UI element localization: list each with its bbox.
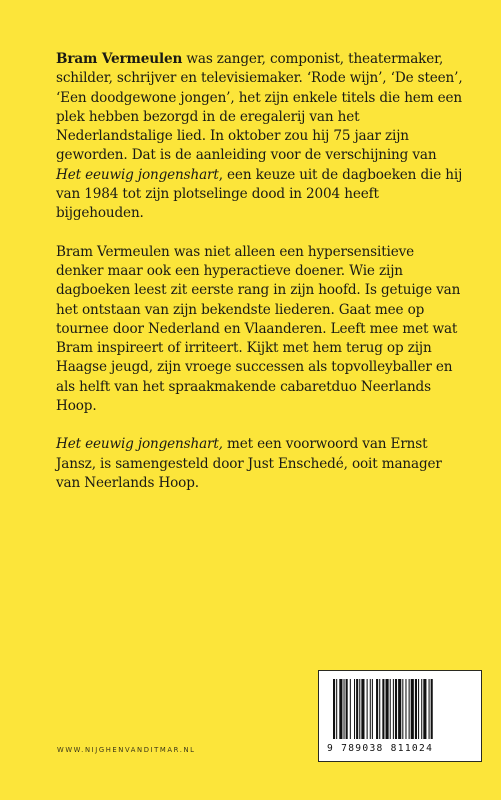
barcode-bar [336, 679, 337, 739]
barcode-bar [418, 679, 419, 739]
barcode-bar [344, 679, 345, 739]
barcode-bar [395, 679, 397, 739]
barcode-bar [339, 679, 342, 739]
barcode-bar [379, 679, 380, 739]
barcode-label [318, 670, 482, 762]
barcode-bar [409, 679, 410, 739]
publisher-url: WWW.NIJGHENVANDITMAR.NL [57, 746, 196, 754]
blurb-paragraph-2-text: Bram Vermeulen was niet alleen een hypersensitieve denker maar ook een hyperactieve doener. Wie zijn dagboeken leest zit eerste rang in zijn hoofd. Is getuige van het ontstaan van zijn bekendste liederen. Gaat mee op tournee door Nederland en Vlaanderen. Leeft mee met wat Bram inspireert of irriteert. Kijkt met hem terug op zijn Haagse jeugd, zijn vroege successen als topvolleyballer en als helft van het spraakmakende cabaretduo Neerlands Hoop. [56, 243, 461, 415]
barcode-bar [359, 679, 360, 739]
barcode-bar [423, 679, 426, 739]
barcode-bar [429, 679, 430, 739]
barcode-bar [372, 679, 373, 739]
book-title: Het eeuwig jongenshart [56, 166, 219, 183]
barcode-bar [350, 679, 351, 739]
barcode-bar [393, 679, 394, 739]
blurb-paragraph-2 [56, 243, 464, 417]
barcode-bar [333, 679, 335, 739]
barcode-bar [354, 679, 355, 739]
blurb-text [56, 50, 464, 512]
barcode-bar [356, 679, 358, 739]
barcode-bar [346, 679, 348, 739]
barcode-bar [421, 679, 422, 739]
isbn-number: 9 789038 811024 [327, 743, 434, 754]
blurb-paragraph-1-text-a: was zanger, componist, theatermaker, schilder, schrijver en televisiemaker. ‘Rode wijn’, ‘De steen’, ‘Een doodgewone jongen’, het zijn enkele titels die hem een plek hebben bezorgd in de eregalerij van het Nederlandstalige lied. In oktober zou hij 75 jaar zijn geworden. Dat is de aanleiding voor de verschijning van [56, 51, 463, 164]
barcode-bar [398, 679, 401, 739]
barcode-bar [382, 679, 384, 739]
author-name: Bram Vermeulen [56, 51, 183, 67]
barcode-bar [431, 679, 433, 739]
barcode-bar [402, 679, 403, 739]
blurb-paragraph-3 [56, 435, 464, 493]
blurb-paragraph-3-text: met een voorwoord van Ernst Jansz, is samengesteld door Just Enschedé, ooit manager van Neerlands Hoop. [56, 436, 442, 491]
barcode-image [331, 679, 471, 739]
barcode-bar [415, 679, 417, 739]
barcode-bar [367, 679, 368, 739]
barcode-bar [405, 679, 406, 739]
barcode-bar [376, 679, 378, 739]
blurb-paragraph-1 [56, 50, 464, 224]
barcode-bar [361, 679, 364, 739]
barcode-bar [386, 679, 389, 739]
blurb-paragraph-1-text-b: , een keuze uit de dagboeken die hij van 1984 tot zijn plotselinge dood in 2004 heeft bijgehouden. [56, 166, 463, 222]
barcode-bar [411, 679, 414, 739]
barcode-bar [390, 679, 391, 739]
book-title-credit: Het eeuwig jongenshart, [56, 436, 223, 453]
barcode-bar [370, 679, 371, 739]
